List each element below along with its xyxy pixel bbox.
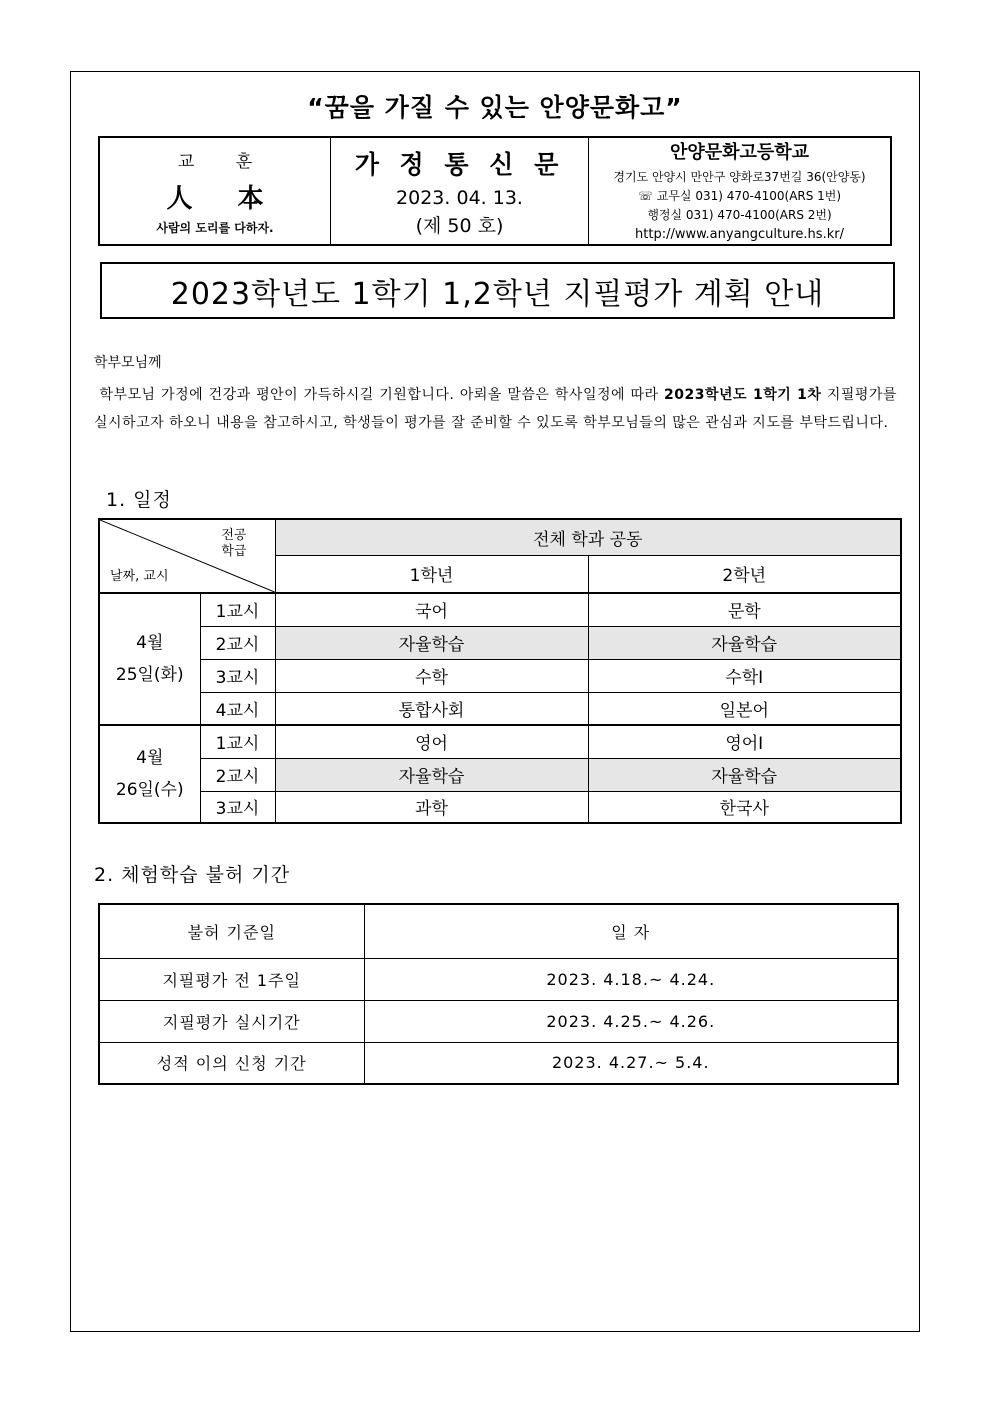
table-row xyxy=(99,1000,898,1042)
grade1-cell: 자율학습 xyxy=(275,626,588,659)
slogan: “꿈을 가질 수 있는 안양문화고” xyxy=(307,93,683,122)
motto-label: 교 훈 xyxy=(177,151,271,172)
period-cell: 2교시 xyxy=(200,758,275,791)
newsletter-block xyxy=(331,138,589,244)
newsletter-issue: (제 50 호) xyxy=(415,214,504,237)
grade2-cell: 한국사 xyxy=(588,791,901,823)
grade1-cell: 자율학습 xyxy=(275,758,588,791)
permit-table xyxy=(98,903,899,1085)
greeting: 학부모님께 xyxy=(94,355,162,371)
grade2-cell: 문학 xyxy=(588,593,901,626)
header-grade1: 1학년 xyxy=(275,555,588,593)
permit-date-cell: 2023. 4.25.~ 4.26. xyxy=(364,1000,898,1042)
schedule-table xyxy=(98,518,902,824)
corner-header xyxy=(99,519,275,593)
body-part1: 학부모님 가정에 건강과 평안이 가득하시길 기원합니다. 아뢰올 말씀은 학사일정에 따라 xyxy=(99,387,665,403)
grade2-cell: 일본어 xyxy=(588,692,901,725)
masthead xyxy=(98,136,892,246)
school-phone-admin: 행정실 031) 470-4100(ARS 2번) xyxy=(647,208,832,222)
period-cell: 3교시 xyxy=(200,659,275,692)
table-row xyxy=(99,659,901,692)
document-title-box xyxy=(100,262,895,319)
document-title: 2023학년도 1학기 1,2학년 지필평가 계획 안내 xyxy=(170,276,825,312)
period-cell: 4교시 xyxy=(200,692,275,725)
grade2-cell: 자율학습 xyxy=(588,758,901,791)
permit-header-date: 일 자 xyxy=(364,904,898,958)
section-heading-schedule: 1. 일정 xyxy=(106,489,172,511)
date-cell-day1: 4월 25일(화) xyxy=(99,593,200,725)
body-bold: 2023학년도 1학기 1차 xyxy=(664,387,822,403)
school-address: 경기도 안양시 만안구 양화로37번길 36(안양동) xyxy=(613,170,866,184)
header-grade2: 2학년 xyxy=(588,555,901,593)
newsletter-title: 가 정 통 신 문 xyxy=(354,149,565,179)
period-cell: 1교시 xyxy=(200,725,275,758)
table-row xyxy=(99,958,898,1000)
grade2-cell: 수학Ⅰ xyxy=(588,659,901,692)
body-paragraph xyxy=(94,381,897,437)
grade2-cell: 자율학습 xyxy=(588,626,901,659)
table-row xyxy=(99,725,901,758)
table-row xyxy=(99,758,901,791)
table-row xyxy=(99,593,901,626)
table-row xyxy=(99,626,901,659)
newsletter-date: 2023. 04. 13. xyxy=(396,186,523,209)
period-cell: 1교시 xyxy=(200,593,275,626)
grade1-cell: 수학 xyxy=(275,659,588,692)
header-all-departments: 전체 학과 공동 xyxy=(275,519,901,555)
school-url[interactable]: http://www.anyangculture.hs.kr/ xyxy=(635,227,844,242)
school-block xyxy=(589,138,890,244)
motto-block xyxy=(100,138,331,244)
grade1-cell: 국어 xyxy=(275,593,588,626)
section-heading-permit: 2. 체험학습 불허 기간 xyxy=(94,864,291,886)
grade2-cell: 영어Ⅰ xyxy=(588,725,901,758)
grade1-cell: 영어 xyxy=(275,725,588,758)
table-row xyxy=(99,791,901,823)
grade1-cell: 과학 xyxy=(275,791,588,823)
permit-date-cell: 2023. 4.18.~ 4.24. xyxy=(364,958,898,1000)
permit-label-cell: 성적 이의 신청 기간 xyxy=(99,1042,364,1084)
table-row xyxy=(99,692,901,725)
corner-bottom-label: 날짜, 교시 xyxy=(110,569,169,584)
permit-date-cell: 2023. 4.27.~ 5.4. xyxy=(364,1042,898,1084)
permit-header-criteria: 불허 기준일 xyxy=(99,904,364,958)
motto-sub: 사람의 도리를 다하자. xyxy=(156,220,274,235)
table-row xyxy=(99,1042,898,1084)
date-cell-day2: 4월 26일(수) xyxy=(99,725,200,823)
motto-main: 人 本 xyxy=(166,183,282,214)
corner-top-label: 전공 학급 xyxy=(221,528,247,559)
grade1-cell: 통합사회 xyxy=(275,692,588,725)
school-name: 안양문화고등학교 xyxy=(669,142,810,163)
period-cell: 3교시 xyxy=(200,791,275,823)
body-part2: 지필평가를 실시하고자 하오니 내용을 참고하시고, 학생들이 평가를 잘 준비할 수 있도록 학부모님들의 많은 관심과 지도를 부탁드립니다. xyxy=(94,387,897,431)
period-cell: 2교시 xyxy=(200,626,275,659)
school-phone-office: ☏ 교무실 031) 470-4100(ARS 1번) xyxy=(637,189,842,203)
permit-label-cell: 지필평가 전 1주일 xyxy=(99,958,364,1000)
permit-label-cell: 지필평가 실시기간 xyxy=(99,1000,364,1042)
